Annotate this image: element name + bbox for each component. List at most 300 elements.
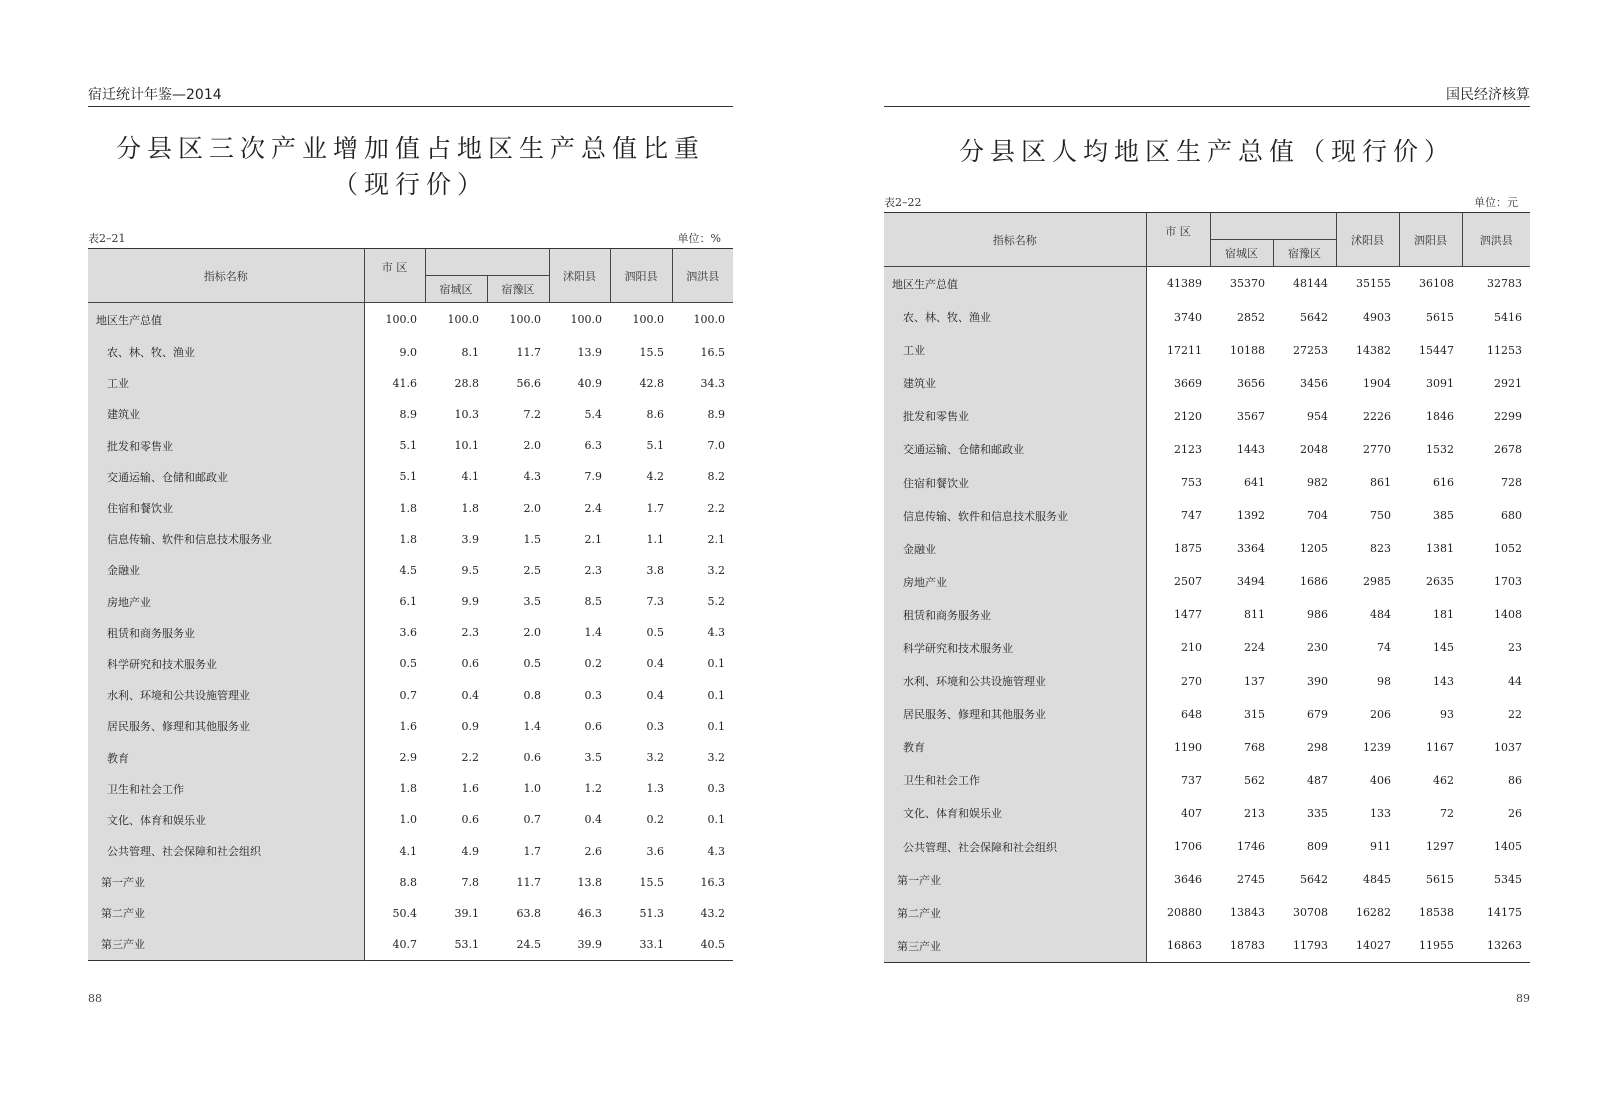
cell-value: 1532 [1426, 442, 1454, 456]
row-label: 地区生产总值 [88, 303, 364, 337]
cell-value: 15.5 [639, 345, 664, 359]
cell-value: 3646 [1174, 873, 1202, 887]
cell-value: 35370 [1230, 277, 1265, 291]
cell-value: 0.8 [523, 688, 541, 702]
row-label: 科学研究和技术服务业 [884, 631, 1146, 664]
cell-value: 1477 [1174, 608, 1202, 622]
row-label: 金融业 [884, 532, 1146, 565]
cell-value: 3656 [1237, 376, 1265, 390]
row-label: 住宿和餐饮业 [884, 466, 1146, 499]
cell-value: 5.4 [584, 407, 602, 421]
cell-value: 4903 [1363, 310, 1391, 324]
cell-value: 42.8 [639, 376, 664, 390]
cell-value: 181 [1433, 608, 1454, 622]
cell-value: 18538 [1419, 906, 1454, 920]
cell-value: 0.3 [707, 782, 725, 796]
cell-value: 11955 [1419, 939, 1454, 953]
cell-value: 1706 [1174, 840, 1202, 854]
cell-value: 0.1 [707, 688, 725, 702]
header-city-district: 市 区 [364, 249, 425, 276]
table-number: 表2–21 [88, 232, 126, 245]
row-label: 信息传输、软件和信息技术服务业 [884, 499, 1146, 532]
cell-value: 6.3 [584, 439, 602, 453]
row-label: 金融业 [88, 555, 364, 586]
cell-value: 143 [1433, 674, 1454, 688]
cell-value: 2.9 [399, 751, 417, 765]
cell-value: 462 [1433, 773, 1454, 787]
cell-value: 8.6 [646, 407, 664, 421]
table-row [88, 368, 733, 399]
cell-value: 43.2 [700, 906, 725, 920]
table-title: 分县区人均地区生产总值（现行价） [958, 137, 1455, 166]
cell-value: 2921 [1494, 376, 1522, 390]
table-row [88, 836, 733, 867]
table-row [88, 586, 733, 617]
cell-value: 2.0 [523, 501, 541, 515]
cell-value: 3364 [1237, 542, 1265, 556]
row-label: 科学研究和技术服务业 [88, 648, 364, 679]
cell-value: 0.4 [646, 688, 664, 702]
cell-value: 0.4 [461, 688, 479, 702]
cell-value: 2985 [1363, 575, 1391, 589]
table-row [884, 466, 1530, 499]
row-label: 房地产业 [884, 565, 1146, 598]
row-label: 批发和零售业 [88, 430, 364, 461]
cell-value: 0.1 [707, 657, 725, 671]
header-shuyang: 沭阳县 [549, 249, 610, 303]
cell-value: 406 [1370, 773, 1391, 787]
cell-value: 0.6 [584, 719, 602, 733]
table-row [884, 896, 1530, 929]
cell-value: 11253 [1487, 343, 1522, 357]
cell-value: 9.0 [399, 345, 417, 359]
header-indicator: 指标名称 [88, 249, 364, 303]
page-number: 88 [88, 992, 102, 1005]
cell-value: 4845 [1363, 873, 1391, 887]
cell-value: 1.8 [399, 532, 417, 546]
cell-value: 315 [1244, 707, 1265, 721]
cell-value: 1.7 [523, 844, 541, 858]
cell-value: 911 [1370, 840, 1391, 854]
cell-value: 41389 [1167, 277, 1202, 291]
cell-value: 4.9 [461, 844, 479, 858]
page-number: 89 [1516, 992, 1530, 1005]
row-label: 工业 [884, 334, 1146, 367]
cell-value: 0.5 [523, 657, 541, 671]
cell-value: 137 [1244, 674, 1265, 688]
cell-value: 1904 [1363, 376, 1391, 390]
row-label: 文化、体育和娱乐业 [884, 797, 1146, 830]
cell-value: 27253 [1293, 343, 1328, 357]
cell-value: 298 [1307, 740, 1328, 754]
cell-value: 2.6 [584, 844, 602, 858]
cell-value: 704 [1307, 509, 1328, 523]
cell-value: 3456 [1300, 376, 1328, 390]
cell-value: 11.7 [516, 345, 541, 359]
cell-value: 823 [1370, 542, 1391, 556]
row-label: 住宿和餐饮业 [88, 492, 364, 523]
yearbook-title: 宿迁统计年鉴—2014 [88, 87, 222, 103]
cell-value: 8.9 [399, 407, 417, 421]
table-row [88, 303, 733, 337]
row-label: 租赁和商务服务业 [88, 617, 364, 648]
row-label: 第二产业 [88, 898, 364, 929]
cell-value: 728 [1501, 476, 1522, 490]
table-row [88, 929, 733, 960]
cell-value: 1.4 [523, 719, 541, 733]
cell-value: 8.5 [584, 595, 602, 609]
cell-value: 34.3 [700, 376, 725, 390]
row-label: 卫生和社会工作 [88, 773, 364, 804]
cell-value: 1.7 [646, 501, 664, 515]
cell-value: 8.2 [707, 470, 725, 484]
cell-value: 5.1 [399, 470, 417, 484]
cell-value: 3.5 [584, 751, 602, 765]
cell-value: 4.3 [523, 470, 541, 484]
row-label: 工业 [88, 368, 364, 399]
table-row [88, 461, 733, 492]
cell-value: 86 [1508, 773, 1522, 787]
cell-value: 1405 [1494, 840, 1522, 854]
cell-value: 5642 [1300, 873, 1328, 887]
cell-value: 2.3 [584, 563, 602, 577]
cell-value: 0.1 [707, 813, 725, 827]
header-indicator: 指标名称 [884, 213, 1146, 267]
row-label: 租赁和商务服务业 [884, 598, 1146, 631]
table-row [884, 267, 1530, 301]
row-label: 交通运输、仓储和邮政业 [884, 433, 1146, 466]
cell-value: 46.3 [577, 906, 602, 920]
cell-value: 982 [1307, 476, 1328, 490]
cell-value: 5.2 [707, 595, 725, 609]
cell-value: 16.3 [700, 875, 725, 889]
cell-value: 1.6 [461, 782, 479, 796]
cell-value: 3567 [1237, 409, 1265, 423]
cell-value: 1167 [1426, 740, 1454, 754]
cell-value: 1.8 [461, 501, 479, 515]
cell-value: 30708 [1293, 906, 1328, 920]
table-meta [88, 230, 733, 246]
cell-value: 750 [1370, 509, 1391, 523]
cell-value: 1381 [1426, 542, 1454, 556]
cell-value: 1205 [1300, 542, 1328, 556]
cell-value: 3740 [1174, 310, 1202, 324]
table-row [88, 648, 733, 679]
cell-value: 51.3 [639, 906, 664, 920]
cell-value: 1239 [1363, 740, 1391, 754]
header-siyang: 泗阳县 [610, 249, 672, 303]
cell-value: 2123 [1174, 442, 1202, 456]
running-head [88, 84, 733, 107]
cell-value: 0.2 [646, 813, 664, 827]
cell-value: 39.1 [454, 906, 479, 920]
left-page [88, 0, 733, 1099]
cell-value: 3.2 [707, 751, 725, 765]
table-row [884, 598, 1530, 631]
cell-value: 44 [1508, 674, 1522, 688]
cell-value: 28.8 [454, 376, 479, 390]
cell-value: 40.5 [700, 937, 725, 951]
cell-value: 1297 [1426, 840, 1454, 854]
cell-value: 100.0 [447, 313, 479, 327]
table-row [88, 492, 733, 523]
header-suyu: 宿豫区 [1273, 240, 1336, 267]
row-label: 公共管理、社会保障和社会组织 [884, 830, 1146, 863]
table-row [88, 524, 733, 555]
cell-value: 5345 [1494, 873, 1522, 887]
header-sucheng: 宿城区 [1210, 240, 1273, 267]
cell-value: 1.3 [646, 782, 664, 796]
cell-value: 32783 [1487, 277, 1522, 291]
row-label: 建筑业 [884, 367, 1146, 400]
table-body [88, 303, 733, 961]
cell-value: 809 [1307, 840, 1328, 854]
cell-value: 2.5 [523, 563, 541, 577]
row-label: 第一产业 [884, 863, 1146, 896]
cell-value: 100.0 [632, 313, 664, 327]
cell-value: 1.5 [523, 532, 541, 546]
cell-value: 0.3 [584, 688, 602, 702]
cell-value: 16.5 [700, 345, 725, 359]
cell-value: 3.6 [646, 844, 664, 858]
table-row [88, 555, 733, 586]
cell-value: 213 [1244, 806, 1265, 820]
cell-value: 50.4 [392, 906, 417, 920]
cell-value: 10.1 [454, 439, 479, 453]
cell-value: 1.8 [399, 782, 417, 796]
cell-value: 616 [1433, 476, 1454, 490]
data-table [88, 248, 733, 961]
cell-value: 0.4 [584, 813, 602, 827]
cell-value: 10188 [1230, 343, 1265, 357]
cell-value: 16863 [1167, 939, 1202, 953]
cell-value: 1846 [1426, 409, 1454, 423]
cell-value: 14175 [1487, 906, 1522, 920]
cell-value: 14027 [1356, 939, 1391, 953]
table-row [884, 565, 1530, 598]
cell-value: 2.0 [523, 626, 541, 640]
row-label: 教育 [884, 731, 1146, 764]
table-row [884, 499, 1530, 532]
cell-value: 1037 [1494, 740, 1522, 754]
table-row [88, 430, 733, 461]
header-suyu: 宿豫区 [487, 276, 549, 303]
cell-value: 6.1 [399, 595, 417, 609]
cell-value: 36108 [1419, 277, 1454, 291]
cell-value: 11.7 [516, 875, 541, 889]
cell-value: 2678 [1494, 442, 1522, 456]
cell-value: 3669 [1174, 376, 1202, 390]
row-label: 文化、体育和娱乐业 [88, 804, 364, 835]
cell-value: 811 [1244, 608, 1265, 622]
cell-value: 40.7 [392, 937, 417, 951]
cell-value: 1190 [1174, 740, 1202, 754]
row-label: 第三产业 [884, 929, 1146, 962]
cell-value: 1.2 [584, 782, 602, 796]
cell-value: 0.1 [707, 719, 725, 733]
cell-value: 11793 [1293, 939, 1328, 953]
cell-value: 270 [1181, 674, 1202, 688]
table-row [884, 334, 1530, 367]
row-label: 水利、环境和公共设施管理业 [884, 665, 1146, 698]
table-row [88, 337, 733, 368]
table-row [88, 399, 733, 430]
table-row [884, 764, 1530, 797]
cell-value: 100.0 [693, 313, 725, 327]
table-row [884, 830, 1530, 863]
cell-value: 5416 [1494, 310, 1522, 324]
cell-value: 100.0 [509, 313, 541, 327]
cell-value: 56.6 [516, 376, 541, 390]
cell-value: 100.0 [570, 313, 602, 327]
table-row [884, 863, 1530, 896]
cell-value: 24.5 [516, 937, 541, 951]
cell-value: 4.1 [461, 470, 479, 484]
table-row [884, 665, 1530, 698]
row-label: 水利、环境和公共设施管理业 [88, 680, 364, 711]
table-row [88, 617, 733, 648]
cell-value: 210 [1181, 641, 1202, 655]
row-label: 交通运输、仓储和邮政业 [88, 461, 364, 492]
row-label: 第二产业 [884, 896, 1146, 929]
cell-value: 224 [1244, 641, 1265, 655]
row-label: 建筑业 [88, 399, 364, 430]
cell-value: 2745 [1237, 873, 1265, 887]
header-shuyang: 沭阳县 [1336, 213, 1399, 267]
cell-value: 0.7 [399, 688, 417, 702]
cell-value: 0.6 [523, 751, 541, 765]
cell-value: 7.8 [461, 875, 479, 889]
cell-value: 385 [1433, 509, 1454, 523]
header-city-group [1210, 213, 1336, 240]
cell-value: 98 [1377, 674, 1391, 688]
row-label: 教育 [88, 742, 364, 773]
table-title: 分县区三次产业增加值占地区生产总值比重 [115, 134, 705, 163]
cell-value: 747 [1181, 509, 1202, 523]
table-row [88, 804, 733, 835]
header-sihong: 泗洪县 [1462, 213, 1530, 267]
header-siyang: 泗阳县 [1399, 213, 1462, 267]
cell-value: 1443 [1237, 442, 1265, 456]
cell-value: 2635 [1426, 575, 1454, 589]
cell-value: 4.1 [399, 844, 417, 858]
data-table [884, 212, 1530, 963]
header-sucheng: 宿城区 [425, 276, 487, 303]
cell-value: 4.2 [646, 470, 664, 484]
table-subtitle: （现行价） [332, 170, 488, 199]
cell-value: 1392 [1237, 509, 1265, 523]
table-body [884, 267, 1530, 963]
cell-value: 3.5 [523, 595, 541, 609]
cell-value: 13.8 [577, 875, 602, 889]
cell-value: 4.3 [707, 626, 725, 640]
cell-value: 0.9 [461, 719, 479, 733]
cell-value: 861 [1370, 476, 1391, 490]
table-row [88, 742, 733, 773]
table-row [884, 698, 1530, 731]
cell-value: 26 [1508, 806, 1522, 820]
cell-value: 16282 [1356, 906, 1391, 920]
cell-value: 5615 [1426, 310, 1454, 324]
cell-value: 2.1 [707, 532, 725, 546]
table-row [88, 898, 733, 929]
cell-value: 3.2 [707, 563, 725, 577]
cell-value: 680 [1501, 509, 1522, 523]
cell-value: 641 [1244, 476, 1265, 490]
cell-value: 15.5 [639, 875, 664, 889]
cell-value: 63.8 [516, 906, 541, 920]
table-row [884, 367, 1530, 400]
cell-value: 13263 [1487, 939, 1522, 953]
header-city-district: 市 区 [1146, 213, 1210, 240]
table-row [88, 711, 733, 742]
cell-value: 679 [1307, 707, 1328, 721]
cell-value: 4.3 [707, 844, 725, 858]
cell-value: 2048 [1300, 442, 1328, 456]
cell-value: 5.1 [399, 439, 417, 453]
table-row [88, 867, 733, 898]
table-unit: 单位：元 [1474, 196, 1518, 209]
cell-value: 954 [1307, 409, 1328, 423]
table-row [88, 680, 733, 711]
cell-value: 145 [1433, 641, 1454, 655]
cell-value: 7.2 [523, 407, 541, 421]
cell-value: 23 [1508, 641, 1522, 655]
cell-value: 0.5 [646, 626, 664, 640]
cell-value: 768 [1244, 740, 1265, 754]
cell-value: 17211 [1167, 343, 1202, 357]
cell-value: 1.1 [646, 532, 664, 546]
cell-value: 74 [1377, 641, 1391, 655]
cell-value: 0.6 [461, 813, 479, 827]
cell-value: 2.2 [707, 501, 725, 515]
header-city-group [425, 249, 549, 276]
cell-value: 1.8 [399, 501, 417, 515]
cell-value: 133 [1370, 806, 1391, 820]
cell-value: 335 [1307, 806, 1328, 820]
cell-value: 2120 [1174, 409, 1202, 423]
cell-value: 53.1 [454, 937, 479, 951]
cell-value: 753 [1181, 476, 1202, 490]
cell-value: 487 [1307, 773, 1328, 787]
row-label: 农、林、牧、渔业 [884, 301, 1146, 334]
table-row [88, 773, 733, 804]
table-number: 表2–22 [884, 196, 922, 209]
cell-value: 1.6 [399, 719, 417, 733]
table-row [884, 400, 1530, 433]
cell-value: 562 [1244, 773, 1265, 787]
cell-value: 8.9 [707, 407, 725, 421]
cell-value: 33.1 [639, 937, 664, 951]
cell-value: 40.9 [577, 376, 602, 390]
cell-value: 13.9 [577, 345, 602, 359]
cell-value: 484 [1370, 608, 1391, 622]
cell-value: 2299 [1494, 409, 1522, 423]
row-label: 居民服务、修理和其他服务业 [884, 698, 1146, 731]
cell-value: 0.4 [646, 657, 664, 671]
cell-value: 8.8 [399, 875, 417, 889]
cell-value: 0.5 [399, 657, 417, 671]
cell-value: 3.6 [399, 626, 417, 640]
row-label: 房地产业 [88, 586, 364, 617]
running-head [884, 84, 1530, 107]
cell-value: 4.5 [399, 563, 417, 577]
cell-value: 1686 [1300, 575, 1328, 589]
cell-value: 230 [1307, 641, 1328, 655]
right-page [884, 0, 1530, 1099]
row-label: 批发和零售业 [884, 400, 1146, 433]
row-label: 公共管理、社会保障和社会组织 [88, 836, 364, 867]
